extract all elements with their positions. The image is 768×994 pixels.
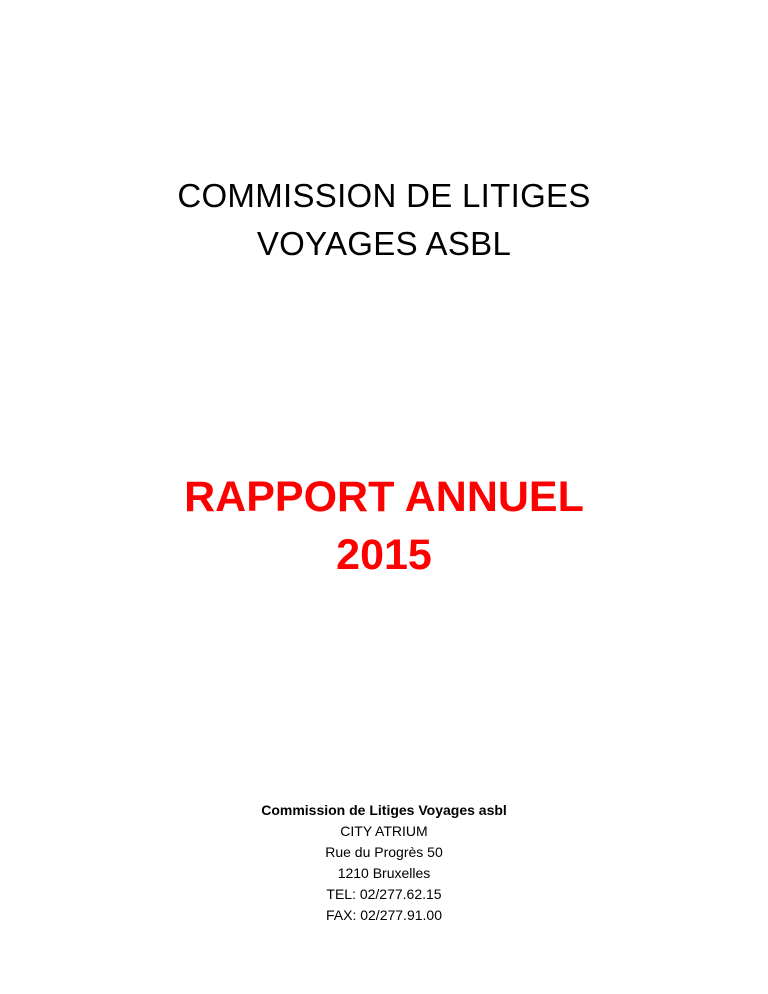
address-street: Rue du Progrès 50: [325, 844, 443, 860]
address-fax: FAX: 02/277.91.00: [326, 907, 442, 923]
organization-title-line-1: COMMISSION DE LITIGES: [177, 177, 591, 214]
contact-address-block: [0, 800, 768, 926]
organization-title: [0, 172, 768, 268]
organization-title-line-2: VOYAGES ASBL: [256, 225, 512, 262]
report-year: 2015: [336, 531, 432, 579]
address-organization-name: Commission de Litiges Voyages asbl: [261, 802, 507, 818]
report-title-text: RAPPORT ANNUEL: [184, 473, 584, 521]
address-telephone: TEL: 02/277.62.15: [326, 886, 442, 902]
report-title: [0, 468, 768, 584]
address-building: CITY ATRIUM: [340, 823, 428, 839]
address-city: 1210 Bruxelles: [337, 865, 431, 881]
